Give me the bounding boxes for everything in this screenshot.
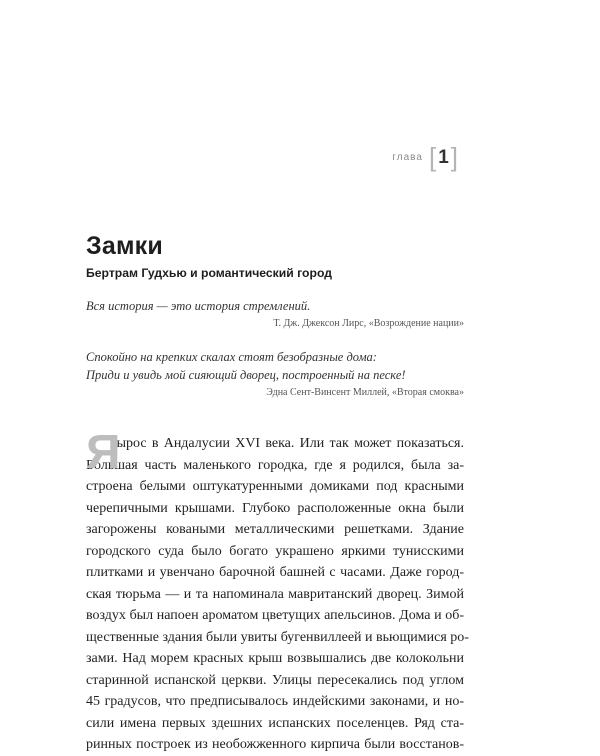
left-bracket: [	[428, 142, 437, 172]
body-line: черепичными крышами. Глубоко расположенные окна были	[86, 500, 464, 516]
epigraph	[86, 297, 464, 332]
epigraph	[86, 348, 464, 401]
body-text	[86, 426, 469, 756]
chapter-label: глава	[392, 151, 423, 163]
body-line: зами. Над морем красных крыш возвышались две колокольни	[86, 651, 464, 666]
epigraph-line: Приди и увидь мой сияющий дворец, построенный на песке!	[86, 368, 406, 382]
body-line: старинной испанской церкви. Улицы пересекались под углом	[86, 672, 464, 688]
body-line: 45 градусов, что предписывалось индейскими законами, и но-	[86, 694, 464, 709]
epigraph-line: Спокойно на крепких скалах стоят безобразные дома:	[86, 350, 377, 364]
chapter-number: 1	[438, 146, 449, 168]
body-line: вырос в Андалусии XVI века. Или так может показаться.	[110, 436, 464, 451]
body-line: ская тюрьма — и та напоминала мавританский дворец. Зимой	[86, 586, 464, 602]
chapter-title: Замки	[86, 232, 163, 260]
body-line: городского суда было богато украшено яркими тунисскими	[86, 543, 464, 559]
body-line: загорожены коваными металлическими решетками. Здание	[86, 522, 464, 537]
right-bracket: ]	[450, 142, 458, 172]
chapter-subtitle: Бертрам Гудхью и романтический город	[86, 266, 332, 280]
body-line: ринных построек из необожженного кирпича были восстанов-	[86, 737, 464, 752]
epigraph-attribution: Эдна Сент-Винсент Миллей, «Вторая смоква»	[266, 387, 464, 398]
body-line: сили имена первых здешних испанских поселенцев. Ряд ста-	[86, 715, 464, 731]
body-line: плитками и увенчано барочной башней с часами. Даже город-	[86, 565, 464, 580]
chapter-marker	[392, 144, 458, 170]
epigraph-attribution: Т. Дж. Джексон Лирс, «Возрождение нации»	[273, 318, 464, 329]
body-line: Большая часть маленького городка, где я родился, была за-	[86, 457, 464, 473]
epigraph-line: Вся история — это история стремлений.	[86, 299, 311, 313]
body-line: щественные здания были увиты бугенвиллеей и вьющимися ро-	[86, 629, 469, 645]
body-line: воздух был напоен ароматом цветущих апельсинов. Дома и об-	[86, 608, 464, 623]
drop-cap: Я	[86, 426, 121, 479]
body-line: строена белыми оштукатуренными домиками под красными	[86, 479, 464, 494]
